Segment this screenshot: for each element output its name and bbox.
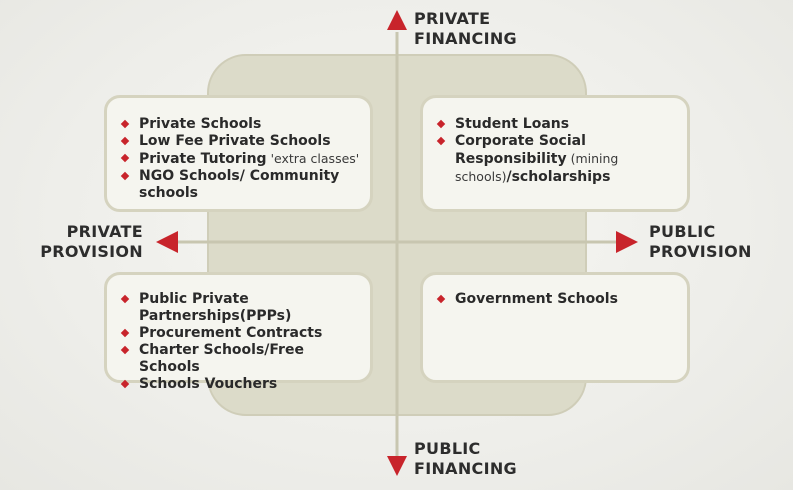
item-label: Private Tutoring: [139, 151, 267, 167]
item-label-suffix: /scholarships: [506, 169, 611, 185]
quadrant-item: [121, 325, 362, 342]
item-label: Government Schools: [455, 291, 618, 307]
quadrant-private-financing-public-provision: [420, 95, 690, 212]
arrow-up-icon: [387, 10, 407, 30]
axis-label-line: PROVISION: [40, 242, 143, 261]
axis-label-public-provision: [649, 222, 752, 262]
quadrant-private-financing-private-provision: [104, 95, 373, 212]
diamond-bullet-icon: [121, 380, 129, 388]
axis-label-line: PROVISION: [649, 242, 752, 261]
quadrant-list: [437, 291, 677, 308]
arrow-left-icon: [156, 231, 178, 253]
axis-label-line: FINANCING: [414, 459, 517, 478]
item-note: (mining schools): [455, 151, 619, 184]
quadrant-item: [121, 376, 362, 393]
axis-label-private-provision: [36, 222, 143, 262]
item-label: Public Private Partnerships(PPPs): [139, 291, 292, 324]
item-label: Charter Schools/Free Schools: [139, 342, 304, 375]
quadrant-item: [121, 116, 360, 133]
axis-label-line: PRIVATE: [66, 222, 143, 241]
quadrant-item: [437, 133, 677, 186]
quadrant-list: [437, 116, 677, 186]
quadrant-list: [121, 291, 362, 393]
quadrant-item: [121, 291, 362, 325]
arrow-down-icon: [387, 456, 407, 476]
axis-label-line: PRIVATE: [414, 9, 491, 28]
quadrant-public-financing-public-provision: [420, 272, 690, 383]
quadrant-item: [121, 168, 360, 202]
arrow-right-icon: [616, 231, 638, 253]
quadrant-item: [437, 116, 677, 133]
item-label: Low Fee Private Schools: [139, 133, 331, 149]
axis-label-private-financing: [414, 9, 517, 49]
item-label: Corporate Social Responsibility: [455, 133, 586, 167]
diamond-bullet-icon: [121, 295, 129, 303]
item-label: NGO Schools/ Community schools: [139, 168, 340, 201]
diamond-bullet-icon: [437, 137, 445, 145]
quadrant-item: [121, 150, 360, 168]
item-label: Private Schools: [139, 116, 262, 132]
diamond-bullet-icon: [121, 172, 129, 180]
axis-label-public-financing: [414, 439, 517, 479]
quadrant-public-financing-private-provision: [104, 272, 373, 392]
item-note: 'extra classes': [266, 151, 360, 166]
quadrant-item: [121, 342, 362, 376]
diamond-bullet-icon: [121, 120, 129, 128]
quadrant-list: [121, 116, 360, 202]
item-label: Procurement Contracts: [139, 325, 323, 341]
diamond-bullet-icon: [121, 329, 129, 337]
diamond-bullet-icon: [437, 295, 445, 303]
quadrant-item: [121, 133, 360, 150]
diamond-bullet-icon: [437, 120, 445, 128]
diamond-bullet-icon: [121, 137, 129, 145]
axis-label-line: FINANCING: [414, 29, 517, 48]
item-label: Schools Vouchers: [139, 376, 278, 392]
item-label: Student Loans: [455, 116, 570, 132]
diamond-bullet-icon: [121, 154, 129, 162]
axis-label-line: PUBLIC: [649, 222, 716, 241]
axis-label-line: PUBLIC: [414, 439, 481, 458]
diamond-bullet-icon: [121, 346, 129, 354]
quadrant-item: [437, 291, 677, 308]
